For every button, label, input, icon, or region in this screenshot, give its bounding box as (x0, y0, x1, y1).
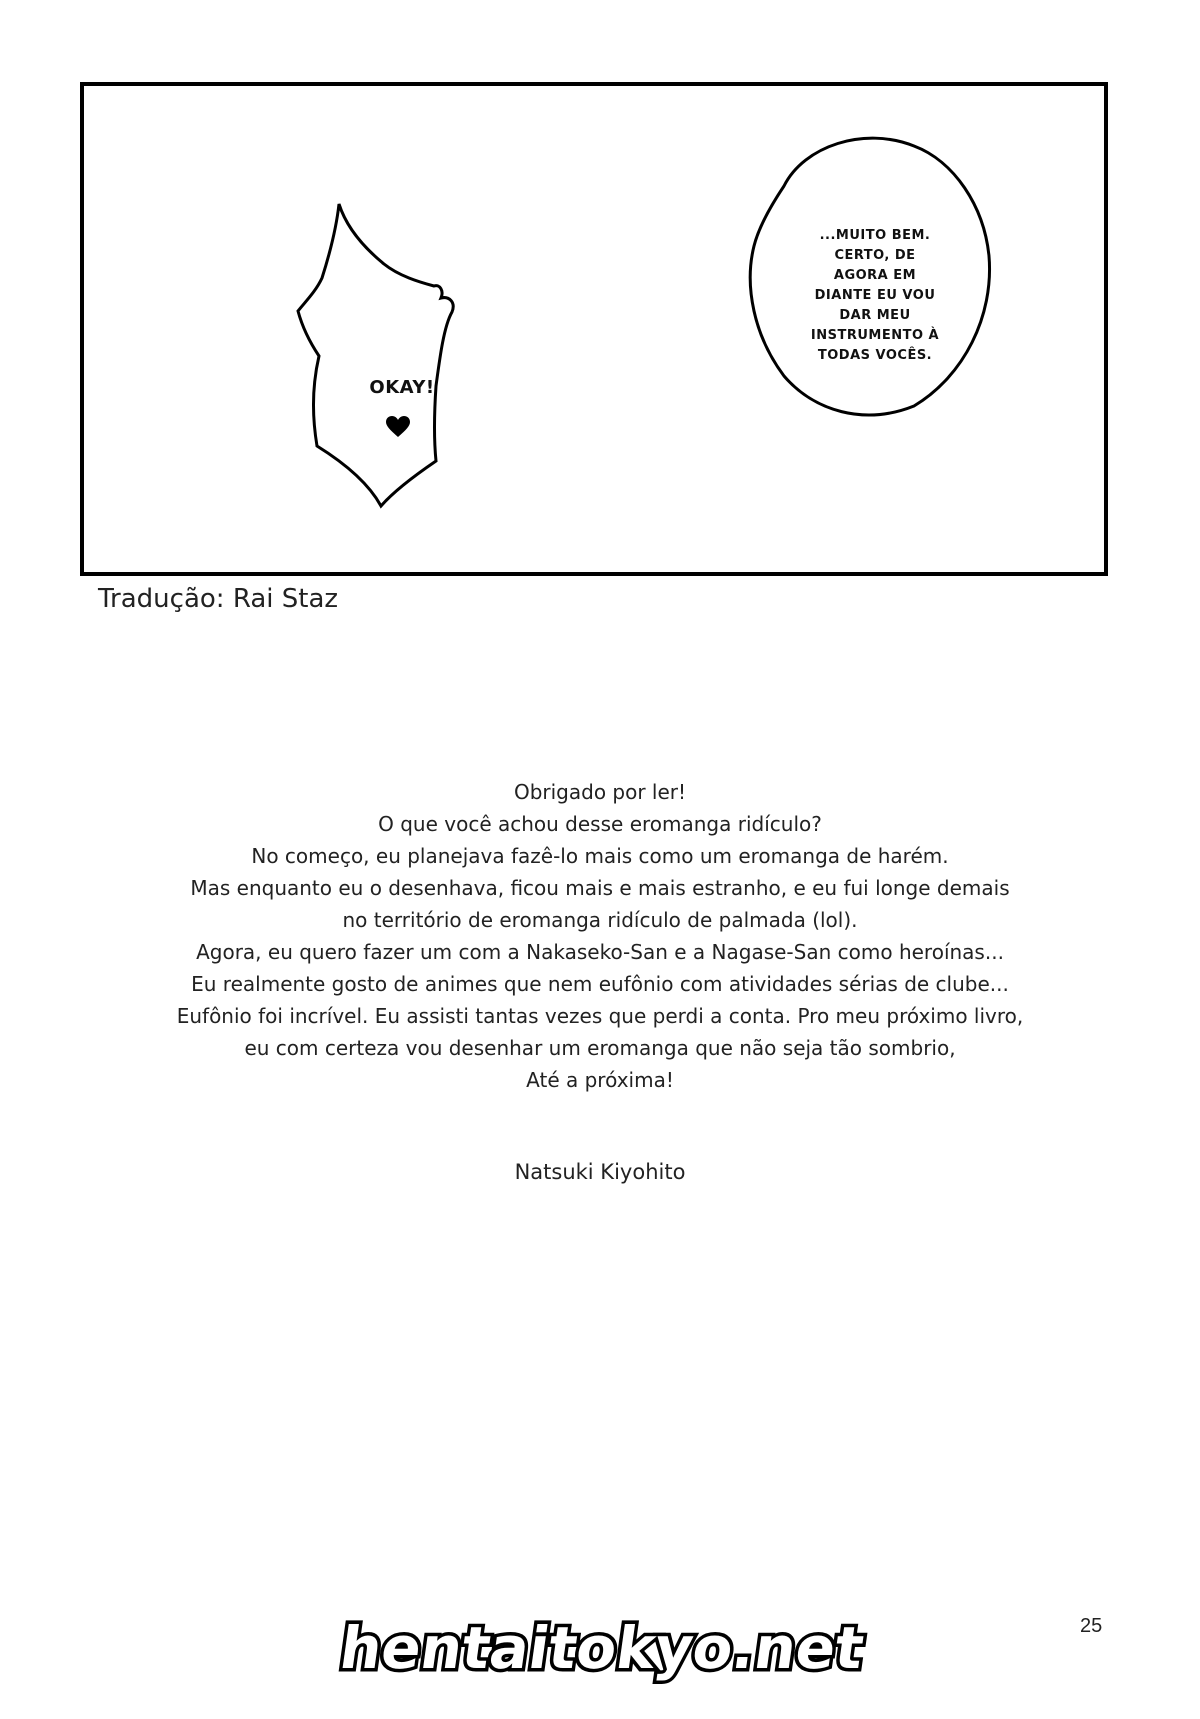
manga-panel (80, 82, 1108, 576)
okay-balloon (298, 204, 453, 506)
translation-credit: Tradução: Rai Staz (98, 584, 339, 614)
heart-icon (385, 416, 411, 438)
afterword-line: no território de eromanga ridículo de palmada (lol). (342, 908, 858, 932)
okay-text: OKAY! (369, 377, 435, 398)
author-signature: Natsuki Kiyohito (514, 1160, 686, 1184)
afterword-line: Agora, eu quero fazer um com a Nakaseko-San e a Nagase-San como heroínas... (196, 940, 1004, 964)
afterword-line: Mas enquanto eu o desenhava, ficou mais e mais estranho, e eu fui longe demais (190, 876, 1010, 900)
page-number: 25 (1080, 1615, 1103, 1637)
afterword-text (100, 776, 1100, 1096)
afterword-line: Eu realmente gosto de animes que nem eufônio com atividades sérias de clube... (191, 972, 1009, 996)
svg-text:hentaitokyo.net: hentaitokyo.net (335, 1614, 868, 1682)
afterword-line: Eufônio foi incrível. Eu assisti tantas vezes que perdi a conta. Pro meu próximo livro, (176, 1004, 1024, 1028)
afterword-line: Obrigado por ler! (513, 780, 687, 804)
afterword-line: Até a próxima! (526, 1068, 674, 1092)
afterword-line: eu com certeza vou desenhar um eromanga que não seja tão sombrio, (244, 1036, 956, 1060)
afterword-line: No começo, eu planejava fazê-lo mais como um eromanga de harém. (251, 844, 949, 868)
right-bubble-text: ...MUITO BEM. CERTO, DE AGORA EM DIANTE EU VOU DAR MEU INSTRUMENTO À TODAS VOCÊS. (810, 228, 940, 363)
afterword-line: O que você achou desse eromanga ridículo? (378, 812, 822, 836)
site-watermark-logo (335, 1590, 868, 1710)
